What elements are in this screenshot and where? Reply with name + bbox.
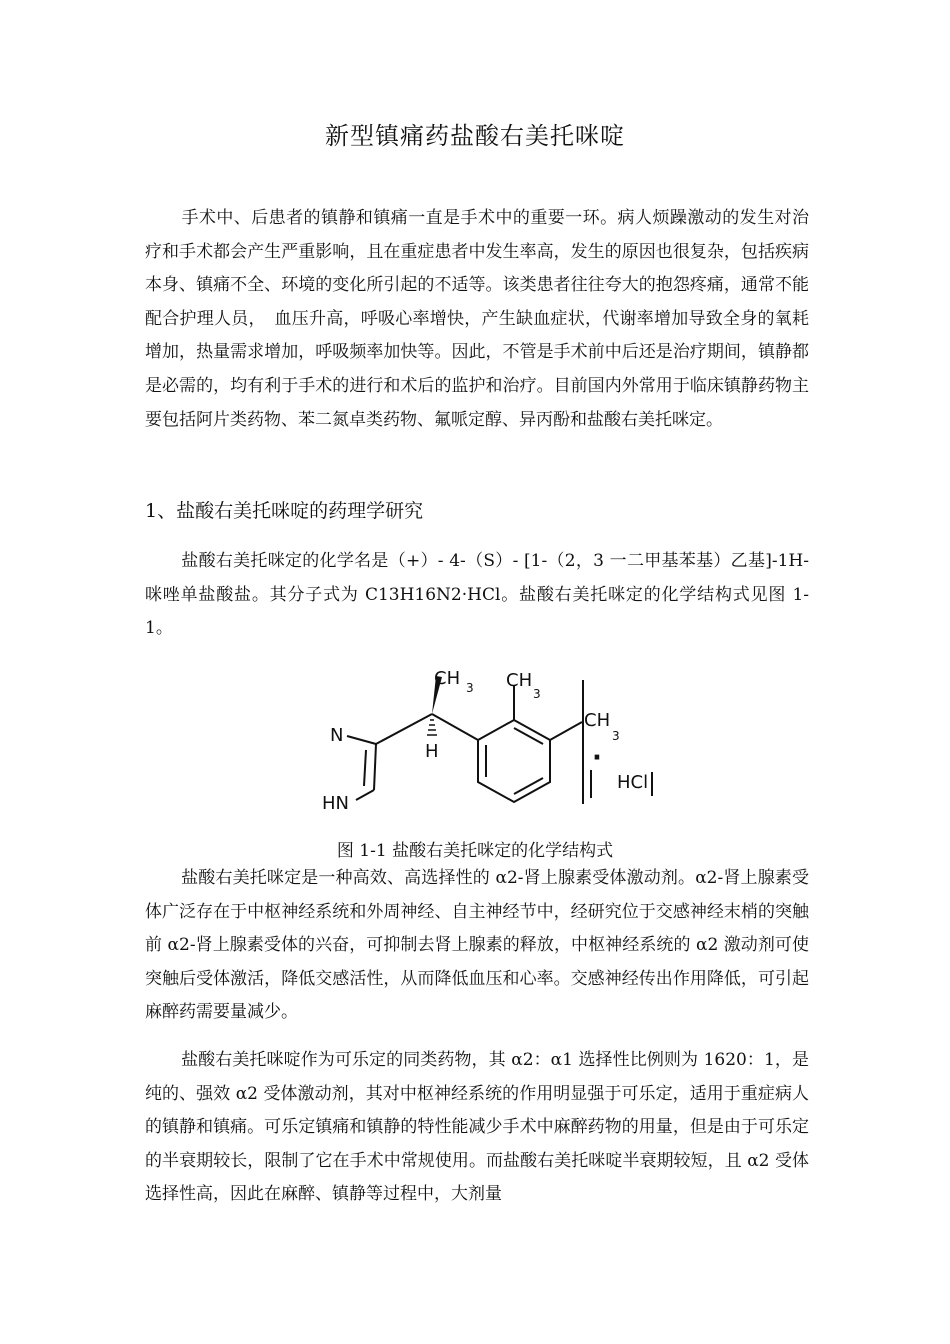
paragraph-mechanism	[145, 862, 809, 1030]
page-title: 新型镇痛药盐酸右美托咪啶	[325, 122, 625, 150]
section-heading: 1、盐酸右美托咪啶的药理学研究	[145, 500, 424, 522]
salt-dot: ·	[592, 743, 602, 773]
paragraph-mechanism-text: 盐酸右美托咪定是一种高效、高选择性的 α2-肾上腺素受体激动剂。α2-肾上腺素受体广泛存在于中枢神经系统和外周神经、自主神经节中，经研究位于交感神经末梢的突触前 α2-肾上腺素受体的兴奋，可抑制去肾上腺素的释放，中枢神经系统的 α2 激动剂可使突触后受体激活，降低交感活性，从而降低血压和心率。交感神经传出作用降低，可引起麻醉药需要量减少。	[145, 868, 809, 1023]
paragraph-chemical-name-text: 盐酸右美托咪定的化学名是（+）- 4-（S）- [1-（2，3 一二甲基苯基）乙基]-1H- 咪唑单盐酸盐。其分子式为 C13H16N2·HCl。盐酸右美托咪定的化学结构式见图 1-1。	[145, 551, 809, 639]
subscript-3-right: 3	[612, 729, 620, 743]
atom-ch3-right: CH	[584, 710, 611, 731]
paragraph-comparison-text: 盐酸右美托咪啶作为可乐定的同类药物，其 α2：α1 选择性比例则为 1620：1，是纯的、强效 α2 受体激动剂，其对中枢神经系统的作用明显强于可乐定，适用于重症病人的镇静和镇痛。可乐定镇痛和镇静的特性能减少手术中麻醉药物的用量，但是由于可乐定的半衰期较长，限制了它在手术中常规使用。而盐酸右美托咪啶半衰期较短，且 α2 受体选择性高，因此在麻醉、镇静等过程中，大剂量	[145, 1050, 809, 1205]
atom-ch3-mid: CH	[506, 670, 533, 691]
figure-caption: 图 1-1 盐酸右美托咪定的化学结构式	[336, 841, 614, 861]
paragraph-intro-text: 手术中、后患者的镇静和镇痛一直是手术中的重要一环。病人烦躁激动的发生对治疗和手术都会产生严重影响，且在重症患者中发生率高，发生的原因也很复杂，包括疾病本身、镇痛不全、环境的变化所引起的不适等。该类患者往往夸大的抱怨疼痛，通常不能配合护理人员， 血压升高，呼吸心率增快，产生缺血症状，代谢率增加导致全身的氧耗增加，热量需求增加，呼吸频率加快等。因此，不管是手术前中后还是治疗期间，镇静都是必需的，均有利于手术的进行和术后的监护和治疗。目前国内外常用于临床镇静药物主要包括阿片类药物、苯二氮卓类药物、氟哌定醇、异丙酚和盐酸右美托咪定。	[145, 208, 809, 430]
atom-hn: HN	[322, 793, 349, 814]
chemical-structure-figure	[300, 664, 700, 834]
paragraph-chemical-name	[145, 545, 809, 646]
atom-n: N	[330, 725, 344, 746]
hcl-label: HCl	[617, 772, 649, 793]
paragraph-comparison	[145, 1044, 809, 1212]
atom-h: H	[425, 741, 439, 762]
paragraph-intro	[145, 202, 809, 437]
subscript-3-top: 3	[466, 681, 474, 695]
atom-ch3-top: CH	[434, 668, 461, 689]
subscript-3-mid: 3	[533, 687, 541, 701]
